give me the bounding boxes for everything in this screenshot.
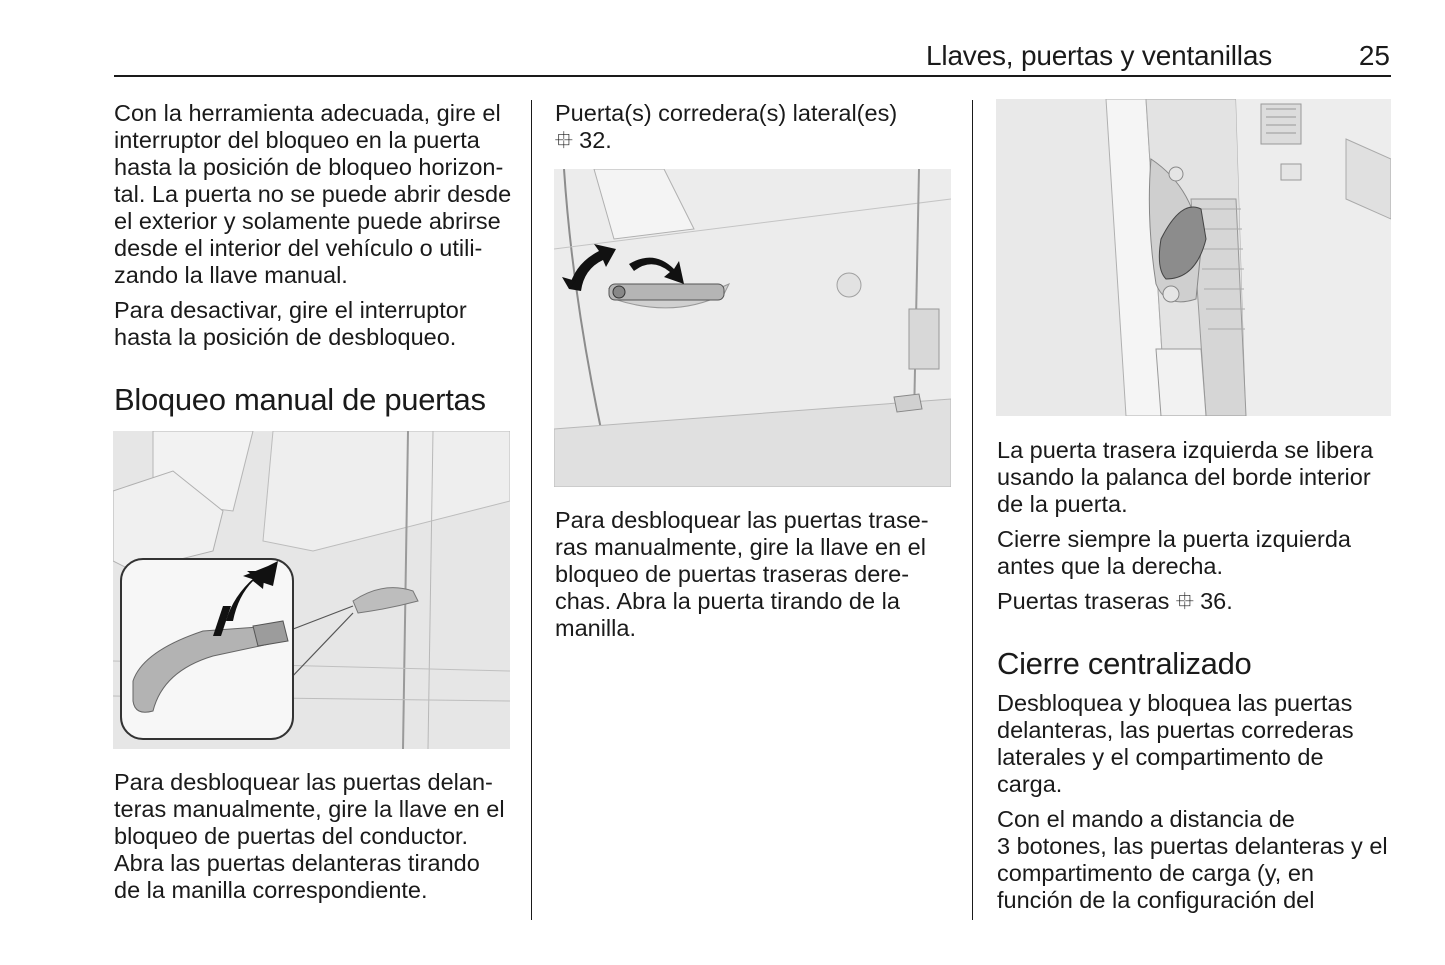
column-divider-2 xyxy=(972,100,973,920)
body-line: Para desbloquear las puertas delan- xyxy=(114,769,493,795)
body-line: Cierre siempre la puerta izquierda xyxy=(997,526,1351,552)
column-1 xyxy=(114,100,514,351)
body-line: La puerta trasera izquierda se libera xyxy=(997,437,1374,463)
body-line: chas. Abra la puerta tirando de la xyxy=(555,588,900,614)
body-line: función de la configuración del xyxy=(997,887,1315,913)
body-line: teras manualmente, gire la llave en el xyxy=(114,796,505,822)
column-3-lower xyxy=(997,690,1397,914)
body-line: zando la llave manual. xyxy=(114,262,348,288)
body-line: Abra las puertas delanteras tirando xyxy=(114,850,480,876)
column-1-lower xyxy=(114,769,514,904)
cross-reference[interactable] xyxy=(555,127,955,154)
reference-text: Puertas traseras xyxy=(997,588,1176,614)
body-line: antes que la derecha. xyxy=(997,553,1224,579)
body-line: Desbloquea y bloquea las puertas xyxy=(997,690,1353,716)
column-2-lower xyxy=(555,507,955,642)
reference-arrow-icon: ⯐ xyxy=(1175,588,1194,614)
figure-sliding-door-handle xyxy=(554,169,951,487)
body-line: manilla. xyxy=(555,615,636,641)
body-line: el exterior y solamente puede abrirse xyxy=(114,208,501,234)
body-line: usando la palanca del borde interior xyxy=(997,464,1371,490)
body-line: Con la herramienta adecuada, gire el xyxy=(114,100,501,126)
body-line: desde el interior del vehículo o utili- xyxy=(114,235,483,261)
header-rule xyxy=(114,75,1391,77)
column-2 xyxy=(555,100,955,154)
heading-bloqueo-manual: Bloqueo manual de puertas xyxy=(114,382,486,417)
reference-arrow-icon: ⯐ xyxy=(555,127,573,153)
body-line: Con el mando a distancia de xyxy=(997,806,1295,832)
body-line: interruptor del bloqueo en la puerta xyxy=(114,127,480,153)
body-line: bloqueo de puertas del conductor. xyxy=(114,823,469,849)
column-divider-1 xyxy=(531,100,532,920)
reference-page: 36. xyxy=(1193,588,1233,614)
body-line: hasta la posición de bloqueo horizon- xyxy=(114,154,504,180)
body-line: Puerta(s) corredera(s) lateral(es) xyxy=(555,100,898,126)
section-heading-cierre xyxy=(997,646,1397,682)
heading-cierre-centralizado: Cierre centralizado xyxy=(997,646,1252,681)
page-number: 25 xyxy=(1358,40,1390,71)
body-line: de la puerta. xyxy=(997,491,1128,517)
body-line: carga. xyxy=(997,771,1063,797)
body-line: delanteras, las puertas correderas xyxy=(997,717,1354,743)
body-line: tal. La puerta no se puede abrir desde xyxy=(114,181,512,207)
figure-front-door-handle xyxy=(113,431,510,749)
body-line: hasta la posición de desbloqueo. xyxy=(114,324,457,350)
body-line: laterales y el compartimento de xyxy=(997,744,1324,770)
cross-reference[interactable] xyxy=(997,588,1397,615)
body-line: 3 botones, las puertas delanteras y el xyxy=(997,833,1388,859)
section-heading-bloqueo xyxy=(114,382,524,418)
body-line: compartimento de carga (y, en xyxy=(997,860,1314,886)
body-line: bloqueo de puertas traseras dere- xyxy=(555,561,910,587)
reference-page: 32. xyxy=(572,127,612,153)
body-line: Para desbloquear las puertas trase- xyxy=(555,507,929,533)
running-header-title: Llaves, puertas y ventanillas xyxy=(926,40,1272,71)
body-line: Para desactivar, gire el interruptor xyxy=(114,297,467,323)
column-3 xyxy=(997,437,1397,615)
body-line: ras manualmente, gire la llave en el xyxy=(555,534,926,560)
body-line: de la manilla correspondiente. xyxy=(114,877,428,903)
figure-rear-door-lever xyxy=(996,99,1391,416)
